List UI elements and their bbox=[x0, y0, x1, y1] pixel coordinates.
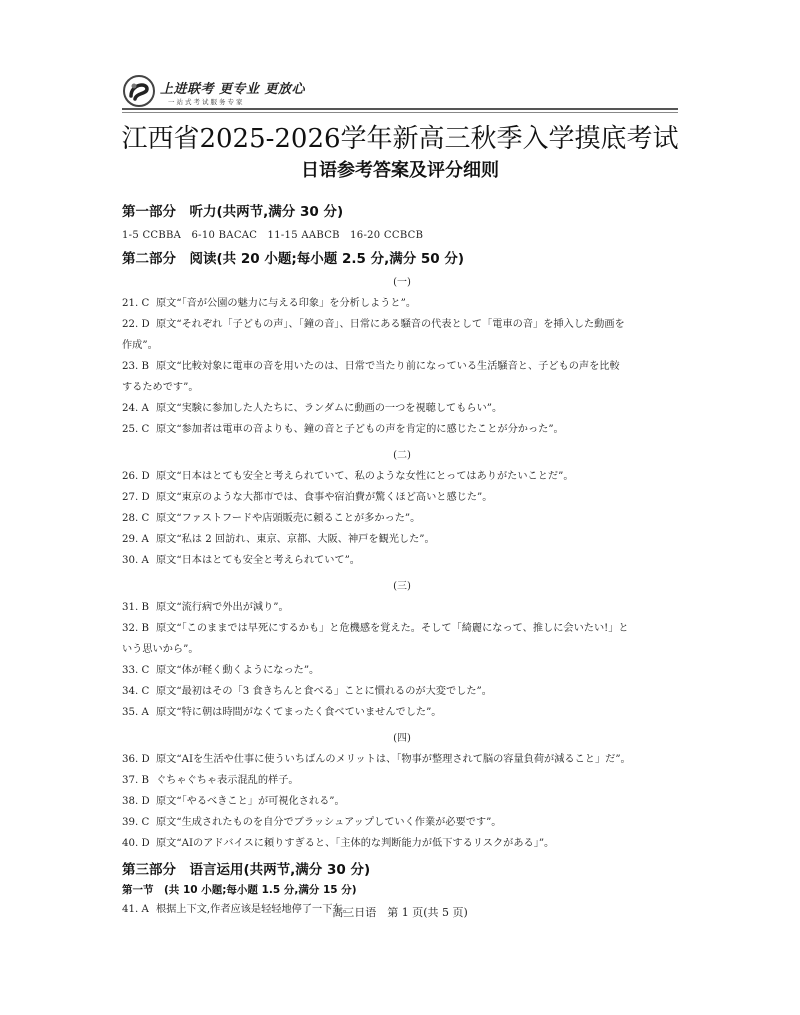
answer-explanation: 原文“生成されたものを自分でブラッシュアップしていく作業が必要です”。 bbox=[156, 817, 502, 828]
answer-explanation: 原文“実験に参加した人たちに、ランダムに動画の一つを視聴してもらい”。 bbox=[156, 403, 503, 414]
answer-explanation: 原文“東京のような大都市では、食事や宿泊費が驚くほど高いと感じた”。 bbox=[156, 492, 493, 503]
answer-content bbox=[122, 196, 682, 920]
page-footer: 高三日语 第 1 页(共 5 页) bbox=[332, 906, 468, 919]
answer-number: 38. D bbox=[122, 796, 150, 807]
answer-number: 27. D bbox=[122, 492, 150, 503]
answer-number: 29. A bbox=[122, 534, 149, 545]
part2-groups bbox=[122, 273, 682, 854]
answer-number: 35. A bbox=[122, 707, 149, 718]
answer-explanation: 原文“体が軽く動くようになった”。 bbox=[156, 665, 320, 676]
answer-number: 31. B bbox=[122, 602, 149, 613]
answer-item bbox=[122, 791, 682, 812]
answer-number: 23. B bbox=[122, 361, 149, 372]
answer-item bbox=[122, 812, 682, 833]
answer-item bbox=[122, 681, 682, 702]
answer-item bbox=[122, 597, 682, 618]
answer-item bbox=[122, 314, 682, 356]
answer-item bbox=[122, 550, 682, 571]
reading-group-label: (二) bbox=[393, 450, 411, 461]
answer-item bbox=[122, 356, 682, 398]
answer-explanation: 原文“特に朝は時間がなくてまったく食べていませんでした”。 bbox=[156, 707, 442, 718]
page-subtitle: 日语参考答案及评分细则 bbox=[301, 160, 499, 181]
answer-number: 28. C bbox=[122, 513, 150, 524]
part1-heading: 第一部分 听力(共两节,满分 30 分) bbox=[122, 204, 344, 220]
answer-explanation-continued: するためです”。 bbox=[122, 382, 199, 393]
answer-explanation: 原文“AIのアドバイスに頼りすぎると、「主体的な判断能力が低下するリスクがある」”。 bbox=[156, 838, 555, 849]
answer-number: 22. D bbox=[122, 319, 150, 330]
answer-explanation: 原文“AIを生活や仕事に使ういちばんのメリットは、「物事が整理されて脳の容量負荷が減ること」だ”。 bbox=[156, 754, 631, 765]
answer-explanation: 原文“ファストフードや店頭販売に頼ることが多かった”。 bbox=[156, 513, 421, 524]
answer-explanation: 原文“参加者は電車の音よりも、鐘の音と子どもの声を肯定的に感じたことが分かった”。 bbox=[156, 424, 564, 435]
answer-explanation: 原文“比較対象に電車の音を用いたのは、日常で当たり前になっている生活騒音と、子どもの声を比較 bbox=[156, 361, 620, 372]
answer-explanation: 原文“「このままでは早死にするかも」と危機感を覚えた。そして「綺麗になって、推しに会いたい!」と bbox=[156, 623, 629, 634]
answer-explanation-continued: 作成”。 bbox=[122, 340, 158, 351]
answer-number: 40. D bbox=[122, 838, 150, 849]
answer-number: 33. C bbox=[122, 665, 150, 676]
answer-number: 25. C bbox=[122, 424, 150, 435]
answer-explanation: 原文“私は 2 回訪れ、東京、京都、大阪、神戸を観光した”。 bbox=[156, 534, 435, 545]
answer-item bbox=[122, 660, 682, 681]
answer-explanation-continued: いう思いから”。 bbox=[122, 644, 199, 655]
part3-section1-heading: 第一节 (共 10 小题;每小题 1.5 分,满分 15 分) bbox=[122, 884, 357, 896]
part1-answers: 1-5 CCBBA 6-10 BACAC 11-15 AABCB 16-20 CCBCB bbox=[122, 230, 424, 241]
answer-explanation: ぐちゃぐちゃ表示混乱的样子。 bbox=[156, 775, 299, 786]
answer-item bbox=[122, 770, 682, 791]
answer-number: 41. A bbox=[122, 904, 149, 915]
answer-item bbox=[122, 833, 682, 854]
answer-item bbox=[122, 293, 682, 314]
answer-number: 26. D bbox=[122, 471, 150, 482]
answer-explanation: 原文“日本はとても安全と考えられていて、私のような女性にとってはありがたいことだ”。 bbox=[156, 471, 574, 482]
header-rule-thin bbox=[122, 112, 678, 113]
answer-number: 32. B bbox=[122, 623, 149, 634]
answer-item bbox=[122, 749, 682, 770]
answer-explanation: 原文“日本はとても安全と考えられていて”。 bbox=[156, 555, 360, 566]
part3-heading: 第三部分 语言运用(共两节,满分 30 分) bbox=[122, 862, 371, 878]
answer-explanation: 原文“「音が公園の魅力に与える印象」を分析しようと”。 bbox=[156, 298, 417, 309]
answer-explanation: 原文“「やるべきこと」が可視化される”。 bbox=[156, 796, 345, 807]
answer-explanation: 根据上下文,作者应该是轻轻地停了一下车。 bbox=[156, 904, 353, 915]
answer-item bbox=[122, 466, 682, 487]
answer-item bbox=[122, 508, 682, 529]
answer-number: 39. C bbox=[122, 817, 150, 828]
page-title: 江西省2025-2026学年新高三秋季入学摸底考试 bbox=[121, 124, 679, 154]
answer-item bbox=[122, 487, 682, 508]
reading-group-label: (一) bbox=[393, 277, 411, 288]
answer-number: 24. A bbox=[122, 403, 149, 414]
header-rule bbox=[122, 108, 678, 110]
answer-item bbox=[122, 398, 682, 419]
answer-item bbox=[122, 702, 682, 723]
logo-slogan: 上进联考 更专业 更放心 bbox=[160, 82, 306, 97]
answer-number: 21. C bbox=[122, 298, 150, 309]
answer-number: 36. D bbox=[122, 754, 150, 765]
answer-number: 30. A bbox=[122, 555, 149, 566]
answer-explanation: 原文“最初はその「3 食きちんと食べる」ことに慣れるのが大変でした”。 bbox=[156, 686, 492, 697]
answer-number: 37. B bbox=[122, 775, 149, 786]
logo-sub-slogan: 一站式考试服务专家 bbox=[168, 98, 245, 106]
reading-group-label: (四) bbox=[393, 733, 411, 744]
answer-item bbox=[122, 419, 682, 440]
answer-item bbox=[122, 529, 682, 550]
part2-heading: 第二部分 阅读(共 20 小题;每小题 2.5 分,满分 50 分) bbox=[122, 251, 465, 267]
answer-explanation: 原文“それぞれ「子どもの声」、「鐘の音」、日常にある騒音の代表として「電車の音」を挿入した動画を bbox=[156, 319, 625, 330]
answer-number: 34. C bbox=[122, 686, 150, 697]
answer-explanation: 原文“流行病で外出が減り”。 bbox=[156, 602, 289, 613]
logo-swirl-icon bbox=[122, 74, 156, 108]
reading-group-label: (三) bbox=[393, 581, 411, 592]
answer-item bbox=[122, 618, 682, 660]
